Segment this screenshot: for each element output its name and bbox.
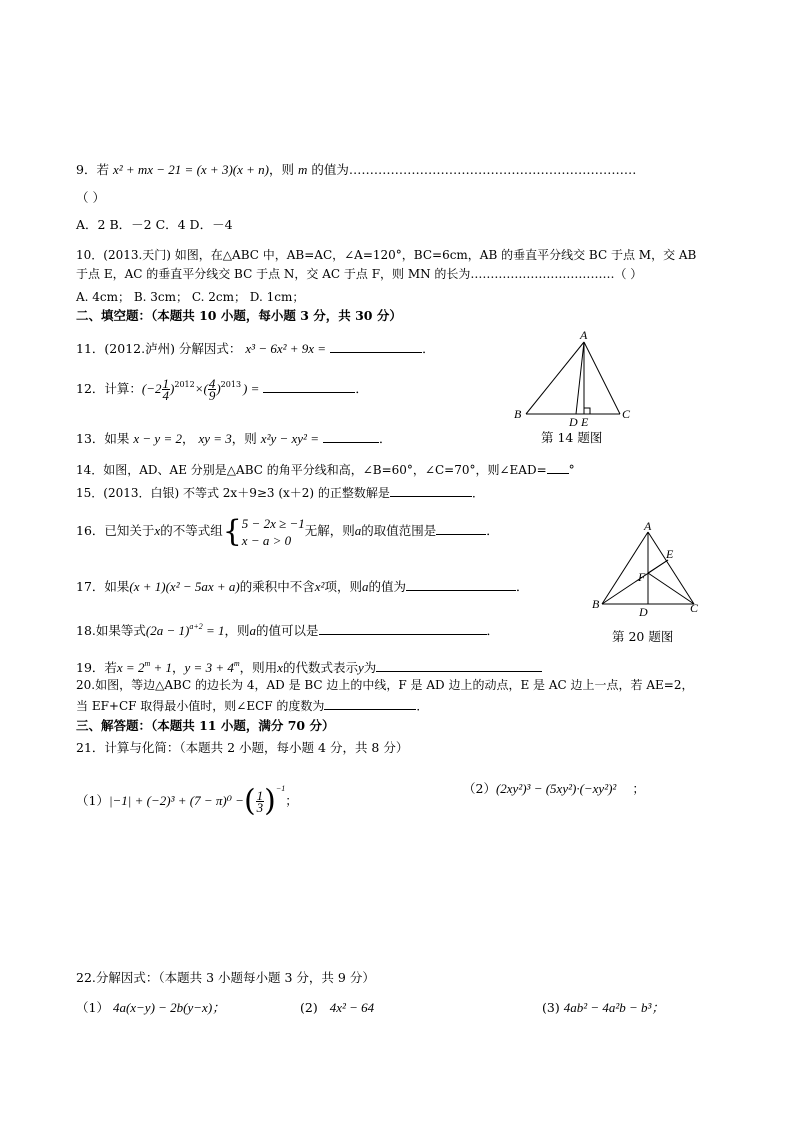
denominator: 9 (208, 388, 216, 403)
equation: ) (216, 381, 221, 396)
equation: (−2 (141, 381, 162, 396)
section-3-heading: 三、解答题：（本题共 11 小题，满分 70 分） (76, 718, 335, 733)
numerator: 1 (256, 788, 264, 803)
equation: + 1 (150, 660, 173, 675)
answer-blank[interactable] (376, 659, 542, 672)
question-22-heading: 22.分解因式：（本题共 3 小题每小题 3 分，共 9 分） (76, 970, 375, 985)
answer-blank[interactable] (323, 430, 379, 443)
equation: y = 3 + 4 (184, 660, 234, 675)
variable: a (354, 523, 362, 538)
question-18: 18.如果等式$(2a - 1)^{a+2} = 1$，则a的值可以是 ． (76, 622, 500, 638)
question-text: 的取值范围是 (361, 523, 437, 538)
variable: x² (314, 579, 325, 594)
question-text: ，则 (224, 623, 250, 638)
question-21-heading: 21．计算与化简：（本题共 2 小题，每小题 4 分，共 8 分） (76, 740, 409, 755)
equation: (2a − 1) (145, 623, 190, 638)
exponent: 2012 (174, 380, 195, 389)
part-label: (2) (300, 1000, 318, 1015)
question-text: 11．(2012.泸州) 分解因式： (76, 341, 242, 356)
question-10-options: A. 4cm； B. 3cm； C. 2cm； D. 1cm； (76, 290, 305, 304)
question-text: ； (632, 781, 645, 796)
question-10-line2: 于点 E，AC 的垂直平分线交 BC 于点 N，交 AC 于点 F，则 MN 的长为………………………………（ ） (76, 267, 643, 281)
question-text: 19．若 (76, 660, 117, 675)
equation: xy = 3 (198, 431, 232, 446)
label-c: C (690, 601, 699, 615)
question-text: ，则 (268, 162, 294, 177)
question-9-options: A．2 B．－2 C．4 D．－4 (76, 217, 233, 232)
label-d: D (569, 415, 578, 429)
denominator: 4 (162, 388, 170, 403)
part-label: （1） (76, 1000, 109, 1015)
question-text: 的不等式组 (160, 523, 223, 538)
equation: 4ab² − 4a²b − b³； (563, 1000, 665, 1015)
label-e: E (666, 547, 674, 561)
question-text: ， (172, 660, 185, 675)
equation: ×( (194, 381, 208, 396)
question-19 (76, 656, 542, 676)
segment-ad (576, 342, 584, 414)
equation: x = 2 (116, 660, 145, 675)
segment-ab (602, 532, 648, 604)
variable: x (154, 523, 161, 538)
question-14 (76, 461, 575, 478)
equation: x²y − xy² = (260, 431, 319, 446)
question-9 (76, 162, 636, 178)
equation: ) (170, 381, 175, 396)
right-angle-mark (584, 408, 590, 414)
exponent: 2013 (220, 380, 242, 389)
part-label: （2） (463, 781, 496, 796)
answer-blank[interactable] (547, 461, 569, 474)
figure-20-caption: 第 20 题图 (612, 629, 674, 644)
equation: (2xy²)³ − (5xy²)·(−xy²)² (495, 781, 617, 796)
paren: ( (243, 783, 256, 819)
label-a: A (644, 520, 652, 533)
question-13: 13．如果 x − y = 2， xy = 3，则 x²y − xy² = ． (76, 431, 392, 446)
question-22-part3 (542, 1000, 664, 1016)
question-text: ， (181, 431, 195, 446)
degree-symbol: ° (568, 463, 575, 477)
fraction (256, 790, 265, 813)
question-22-part2 (300, 1000, 374, 1016)
answer-blank[interactable] (330, 340, 422, 353)
question-21-part2 (463, 781, 645, 797)
question-text: 13．如果 (76, 431, 130, 446)
equation: x² + mx − 21 = (x + 3)(x + n) (112, 162, 269, 177)
segment-fe (648, 560, 668, 573)
exponent: m (233, 659, 240, 668)
question-text: 9．若 (76, 162, 109, 177)
answer-blank[interactable] (319, 622, 487, 635)
question-22-part1 (76, 1000, 225, 1016)
equation: x − y = 2 (133, 431, 182, 446)
numerator: 1 (162, 376, 170, 391)
answer-blank[interactable] (324, 697, 416, 710)
question-20-line1: 20.如图，等边△ABC 的边长为 4，AD 是 BC 边上的中线，F 是 AD 边上的动点，E 是 AC 边上一点，若 AE=2， (76, 678, 694, 692)
label-b: B (592, 597, 600, 611)
segment-fc (648, 573, 694, 604)
inequality-row: x − a > 0 (241, 532, 292, 548)
equation: = 1 (202, 623, 225, 638)
segment-ac (584, 342, 620, 414)
section-2-heading: 二、填空题：（本题共 10 小题，每小题 3 分，共 30 分） (76, 308, 402, 323)
brace: { (222, 513, 242, 549)
triangle-lines (526, 342, 620, 414)
question-text: ，则 (231, 431, 257, 446)
inequality-row: 5 − 2x ≥ −1 (241, 515, 305, 531)
label-e: E (581, 415, 589, 429)
exponent: m (144, 659, 151, 668)
variable: a (249, 623, 257, 638)
equation: ) = (243, 381, 260, 396)
label-b: B (514, 407, 522, 421)
paren: ) (264, 783, 276, 819)
question-text: 为 (363, 660, 377, 675)
question-15: 15．(2013．白银) 不等式 2x＋9≥3 (x＋2) 的正整数解是 ． (76, 486, 484, 500)
equation: (x + 1)(x² − 5ax + a) (129, 579, 240, 594)
question-17: 17．如果(x + 1)(x² − 5ax + a)的乘积中不含x²项，则a的值为 ． (76, 579, 529, 594)
label-d: D (639, 605, 648, 619)
label-c: C (622, 407, 631, 421)
question-text: 的值可以是 (256, 623, 319, 638)
fraction (162, 378, 171, 401)
variable: y (357, 660, 364, 675)
question-text: 无解，则 (304, 523, 355, 538)
question-text: 15．(2013．白银) 不等式 2x＋9≥3 (x＋2) 的正整数解是 (76, 486, 390, 500)
equation: 4a(x−y) − 2b(y−x)； (112, 1000, 226, 1015)
equation: 4x² − 64 (329, 1000, 375, 1015)
answer-blank[interactable] (263, 380, 355, 393)
part-label: （1） (76, 793, 109, 808)
variable: m (297, 162, 308, 177)
question-20-line2: 当 EF+CF 取得最小值时，则∠ECF 的度数为 ． (76, 699, 429, 713)
answer-paren: （ ） (76, 190, 105, 205)
equation: x³ − 6x² + 9x = (245, 341, 327, 356)
question-text: 当 EF+CF 取得最小值时，则∠ECF 的度数为 (76, 699, 325, 713)
label-f: F (638, 570, 646, 584)
answer-blank[interactable] (390, 484, 472, 497)
question-text: 的代数式表示 (282, 660, 358, 675)
question-text: 12．计算： (76, 381, 142, 396)
exponent: −1 (275, 784, 286, 793)
variable: x (277, 660, 283, 675)
equation: |−1| + (−2)³ + (7 − π)⁰ − (108, 793, 244, 808)
figure-14-diagram (508, 328, 638, 430)
exponent: a+2 (189, 622, 203, 631)
question-text: 的值为 (368, 579, 406, 594)
question-text: 的乘积中不含 (239, 579, 315, 594)
numerator: 4 (208, 376, 216, 391)
question-11: 11．(2012.泸州) 分解因式： x³ − 6x² + 9x = ． (76, 341, 435, 356)
variable: a (361, 579, 369, 594)
question-21-part1 (76, 772, 298, 818)
label-a: A (580, 328, 588, 342)
part-label: (3) (542, 1000, 560, 1015)
answer-blank[interactable] (406, 578, 516, 591)
figure-20-diagram (588, 520, 708, 620)
question-text: ，则用 (239, 660, 278, 675)
question-text: 17．如果 (76, 579, 130, 594)
question-text: 14．如图，AD、AE 分别是△ABC 的角平分线和高，∠B=60°，∠C=70°，则∠EAD= (76, 463, 547, 477)
segment-ab (526, 342, 584, 414)
question-10-line1: 10．(2013.天门) 如图，在△ABC 中，AB=AC，∠A=120°，BC=6cm，AB 的垂直平分线交 BC 于点 M，交 AB (76, 248, 697, 262)
answer-blank[interactable] (436, 522, 486, 535)
triangle-lines (602, 532, 694, 604)
question-text: 18.如果等式 (76, 623, 146, 638)
question-16: 16．已知关于x的不等式组{ 5 − 2x ≥ −1 x − a > 0 无解，则a的取值范围是 ． (76, 513, 499, 549)
question-text: 项，则 (324, 579, 362, 594)
question-text: 16．已知关于 (76, 523, 155, 538)
inequality-system (242, 515, 305, 549)
figure-14-caption: 第 14 题图 (541, 430, 603, 445)
question-12: 12．计算：(−2 $\frac{1}{4}$ )$^{2012}$×( $\frac{4}{9}$ )$^{2013}$ ) = ． (76, 376, 368, 403)
question-text: ； (285, 793, 298, 808)
question-text: 的值为…………………………………………………………… (311, 162, 637, 177)
denominator: 3 (256, 800, 264, 815)
